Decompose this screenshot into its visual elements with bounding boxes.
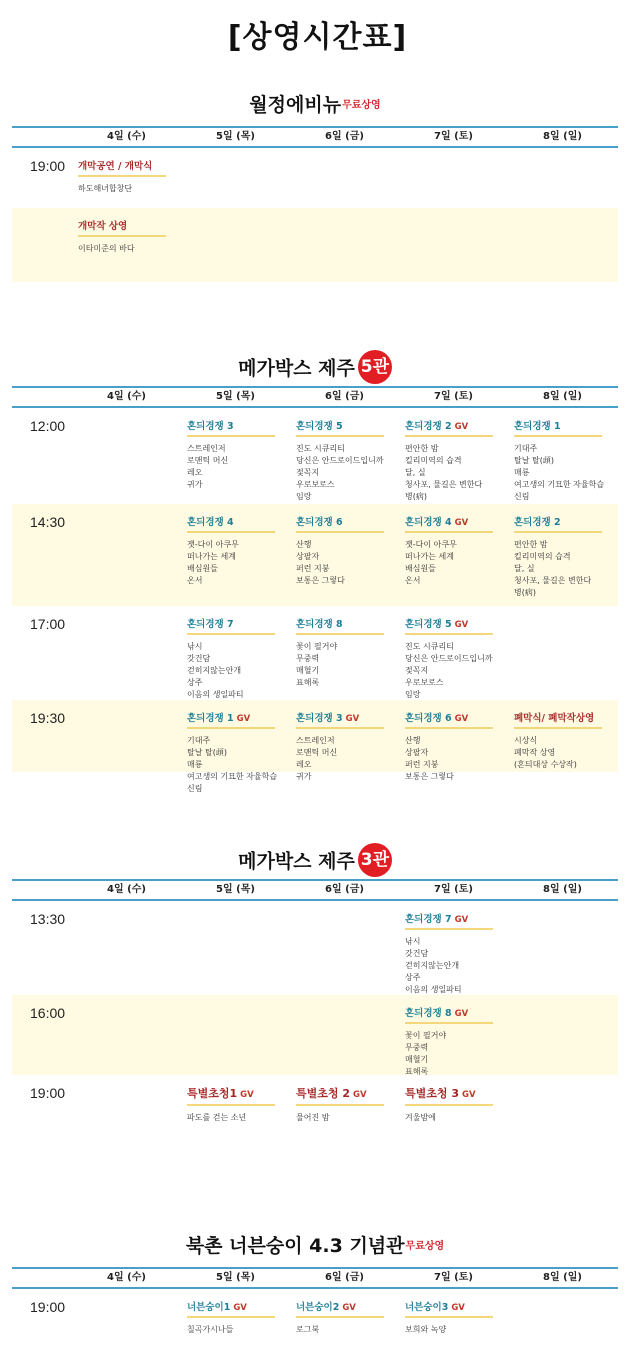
day-header-fri: 6일 (금) [325,131,364,142]
gv-badge: GV [454,915,469,925]
film-title: 산행 [405,736,421,745]
film-title: 당신은 안드로이드입니까 [296,456,384,465]
film-title: 귀가 [296,772,312,781]
day-column-4 [508,700,617,772]
slot-time [12,208,72,282]
film-title: 갓건담 [187,654,211,663]
film-title: 편안한 밤 [405,444,439,453]
program-title [405,710,493,729]
schedule-slot [12,995,618,1075]
film-title: 보희와 녹양 [405,1325,447,1334]
venue-header [12,1231,618,1267]
day-header-sat: 7일 (토) [434,884,473,895]
film-title: 신림 [187,784,203,793]
film-title: 폐막작 상영 [514,748,556,757]
film-title: 임랑 [296,492,312,501]
film-title: 퍼런 지붕 [296,564,330,573]
film-list [405,1324,508,1336]
day-column-3 [399,148,508,208]
schedule-slot [12,606,618,700]
gv-badge: GV [451,1303,465,1313]
program-title [78,218,166,237]
slot-time: 19:00 [30,158,66,174]
program-title-text: 혼듸경쟁 2 [405,421,452,432]
schedule-slot [12,1289,618,1345]
film-title: 배심원들 [187,564,218,573]
day-header-sat: 7일 (토) [434,1272,473,1283]
day-column-2 [290,148,399,208]
program-title-text: 혼듸경쟁 1 [187,713,234,724]
program-title-text: 폐막식/ 폐막작상영 [514,713,595,724]
film-list [405,936,508,996]
film-list [78,183,181,195]
day-column-1 [181,606,290,700]
film-title: 킬리미역의 습격 [514,552,571,561]
day-header-fri: 6일 (금) [325,884,364,895]
program-title [514,418,602,437]
venue-megabox-hall-5 [12,350,618,793]
day-column-4 [508,606,617,700]
day-column-0 [72,504,181,606]
slot-time: 17:00 [30,616,66,632]
program-title [514,710,602,729]
film-title: 킬리미역의 습격 [405,456,462,465]
film-title: 잿-다이 아쿠무 [405,540,457,549]
day-column-4 [508,1075,617,1135]
day-column-2 [290,504,399,606]
film-list [187,539,290,587]
film-title: 매혈기 [405,1055,429,1064]
film-title: 기대주 [187,736,211,745]
day-header-fri: 6일 (금) [325,1272,364,1283]
film-list [405,641,508,701]
film-list [187,641,290,701]
day-column-2 [290,901,399,995]
free-screening-tag: 무료상영 [342,100,381,111]
program-title [405,1085,493,1106]
day-header-row [12,126,618,148]
gv-badge: GV [240,1090,254,1100]
program-title-text: 혼듸경쟁 2 [514,517,561,528]
film-list [405,443,508,503]
film-title: 스트레인저 [187,444,226,453]
hall-badge: 3관 [358,843,392,877]
film-title: 낚시 [405,937,421,946]
venue-woljeong-avenue [12,90,618,282]
program-title-text: 개막작 상영 [78,221,128,232]
film-title: 떠나가는 세계 [405,552,454,561]
day-column-2 [290,606,399,700]
film-title: 진도 시큐리티 [405,642,454,651]
program-title-text: 혼듸경쟁 6 [296,517,343,528]
film-title: 청사포, 물길은 변한다 [405,480,483,489]
program-title [187,514,275,533]
film-title: 병(病) [514,588,536,597]
day-column-1 [181,1075,290,1135]
program-title-text: 혼듸경쟁 8 [296,619,343,630]
day-header-wed: 4일 (수) [107,131,146,142]
film-title: 꽃이 필거야 [296,642,338,651]
film-title: 온서 [405,576,421,585]
program-title [405,514,493,533]
venue-header [12,350,618,386]
day-column-3 [399,901,508,995]
day-column-2 [290,1075,399,1135]
film-title: 산행 [296,540,312,549]
film-title: 하도해녀합창단 [78,184,133,193]
day-header-wed: 4일 (수) [107,1272,146,1283]
day-column-4 [508,148,617,208]
day-column-0 [72,995,181,1075]
day-header-wed: 4일 (수) [107,391,146,402]
program-title [296,514,384,533]
film-title: 보통은 그렇다 [405,772,454,781]
film-title: 우로보로스 [405,678,444,687]
program-title-text: 너븐숭이1 [187,1302,231,1313]
program-title-text: 혼듸경쟁 3 [187,421,234,432]
gv-badge: GV [454,620,469,630]
film-list [187,1112,290,1124]
day-header-row [12,1267,618,1289]
program-title [78,158,166,177]
day-column-0 [72,606,181,700]
gv-badge: GV [233,1303,247,1313]
program-title-text: 특별초청 3 [405,1087,459,1100]
day-column-0 [72,1289,181,1345]
day-column-3 [399,504,508,606]
venue-header [12,843,618,879]
program-title [514,514,602,533]
film-title: 이음의 생일파티 [187,690,244,699]
program-title [405,1005,493,1024]
program-title-text: 혼듸경쟁 4 [187,517,234,528]
day-header-row [12,879,618,901]
film-list [296,735,399,783]
day-column-3 [399,700,508,781]
film-title: 매혈기 [296,666,320,675]
day-column-0 [72,408,181,504]
day-column-2 [290,1289,399,1345]
film-title: 상주 [405,973,421,982]
day-header-thu: 5일 (목) [216,391,255,402]
program-title-text: 특별초청1 [187,1087,238,1100]
film-title: 당신은 안드로이드입니까 [405,654,493,663]
day-column-4 [508,504,617,606]
film-title: 레오 [187,468,203,477]
hall-badge: 5관 [358,350,392,384]
slot-time: 16:00 [30,1005,66,1021]
film-title: 잿-다이 아쿠무 [187,540,239,549]
film-list [187,735,290,795]
day-column-0 [72,148,181,208]
film-title: (혼듸대상 수상작) [514,760,577,769]
slot-time: 19:30 [30,710,66,726]
program-title-text: 너븐숭이2 [296,1302,340,1313]
film-title: 꽃이 필거야 [405,1031,447,1040]
gv-badge: GV [353,1090,367,1100]
program-title [187,710,275,729]
schedule-slot [12,901,618,995]
program-title [296,616,384,635]
film-title: 표해록 [405,1067,429,1076]
film-title: 임랑 [405,690,421,699]
film-title: 온서 [187,576,203,585]
day-header-thu: 5일 (목) [216,131,255,142]
schedule-slot [12,504,618,606]
gv-badge: GV [342,1303,356,1313]
film-title: 보통은 그렇다 [296,576,345,585]
day-column-2 [290,995,399,1075]
film-list [405,539,508,587]
film-title: 표해록 [296,678,320,687]
slot-time: 13:30 [30,911,66,927]
day-column-1 [181,148,290,208]
schedule-slot [12,208,618,282]
film-title: 퍼런 지붕 [405,760,439,769]
program-title-text: 혼듸경쟁 5 [405,619,452,630]
schedule-slot [12,148,618,208]
film-title: 이타미준의 바다 [78,244,135,253]
day-column-1 [181,1289,290,1345]
film-title: 상주 [187,678,203,687]
film-list [296,1112,399,1124]
film-title: 매룡 [187,760,203,769]
venue-bukchon-neobeunsungi [12,1231,618,1345]
slot-time: 19:00 [30,1299,66,1315]
film-list [296,539,399,587]
film-title: 병(病) [405,492,427,501]
film-title: 기대주 [514,444,538,453]
program-title [405,1299,493,1318]
film-title: 매룡 [514,468,530,477]
day-header-sun: 8일 (일) [543,884,582,895]
slot-time: 14:30 [30,514,66,530]
day-column-1 [181,504,290,606]
program-title-text: 특별초청 2 [296,1087,350,1100]
venue-name: 월정에비뉴 [249,94,342,116]
film-title: 상팔자 [405,748,429,757]
film-title: 여고생의 기묘한 자율학습 [514,480,605,489]
film-title: 칠곡가시나들 [187,1325,234,1334]
schedule-slot [12,700,618,793]
day-column-1 [181,700,290,793]
film-title: 신림 [514,492,530,501]
film-title: 달, 실 [405,468,426,477]
film-title: 여고생의 기묘한 자율학습 [187,772,278,781]
program-title [405,418,493,437]
day-column-3 [399,995,508,1075]
film-title: 파도를 걷는 소년 [187,1113,247,1122]
film-title: 겨울밤에 [405,1113,436,1122]
gv-badge: GV [454,1009,469,1019]
film-list [296,641,399,689]
film-title: 로맨틱 머신 [296,748,338,757]
program-title [405,911,493,930]
schedule-slot [12,408,618,504]
gv-badge: GV [345,714,360,724]
film-title: 걷히지않는안개 [187,666,242,675]
film-title: 진도 시큐리티 [296,444,345,453]
program-title-text: 혼듸경쟁 7 [187,619,234,630]
program-title [296,710,384,729]
day-column-0 [72,1075,181,1135]
program-title-text: 혼듸경쟁 5 [296,421,343,432]
day-column-2 [290,700,399,781]
film-title: 걷히지않는안개 [405,961,460,970]
film-title: 낚시 [187,642,203,651]
film-title: 무중력 [296,654,320,663]
film-title: 편안한 밤 [514,540,548,549]
film-title: 떠나가는 세계 [187,552,236,561]
film-title: 물어진 밤 [296,1113,330,1122]
day-column-1 [181,208,290,282]
day-column-0 [72,901,181,995]
film-list [405,735,508,783]
schedule-slot [12,1075,618,1135]
program-title-text: 개막공연 / 개막식 [78,161,153,172]
page-title: [상영시간표] [227,20,408,55]
day-column-4 [508,901,617,995]
program-title-text: 혼듸경쟁 3 [296,713,343,724]
program-title-text: 혼듸경쟁 4 [405,517,452,528]
film-list [405,1030,508,1078]
program-title-text: 혼듸경쟁 7 [405,914,452,925]
venue-megabox-hall-3 [12,843,618,1135]
film-title: 탈날 탈(頉) [514,456,554,465]
film-title: 탈날 탈(頉) [187,748,227,757]
day-column-1 [181,408,290,504]
gv-badge: GV [454,518,469,528]
day-header-wed: 4일 (수) [107,884,146,895]
film-title: 이음의 생일파티 [405,985,462,994]
film-title: 우로보로스 [296,480,335,489]
slot-time: 12:00 [30,418,66,434]
film-title: 갓건담 [405,949,429,958]
program-title-text: 혼듸경쟁 1 [514,421,561,432]
film-list [187,443,290,491]
day-column-4 [508,1289,617,1345]
film-title: 로그북 [296,1325,320,1334]
free-screening-tag: 무료상영 [405,1241,445,1252]
day-column-4 [508,408,617,504]
program-title-text: 혼듸경쟁 8 [405,1008,452,1019]
day-column-3 [399,408,508,504]
day-column-3 [399,208,508,282]
film-list [187,1324,290,1336]
day-column-3 [399,1289,508,1345]
gv-badge: GV [236,714,251,724]
day-column-4 [508,995,617,1075]
day-header-sat: 7일 (토) [434,391,473,402]
day-header-sun: 8일 (일) [543,131,582,142]
film-title: 레오 [296,760,312,769]
day-header-thu: 5일 (목) [216,884,255,895]
day-column-2 [290,408,399,504]
film-title: 로맨틱 머신 [187,456,229,465]
film-list [405,1112,508,1124]
venue-name: 메가박스 제주 [238,357,355,380]
venue-name: 메가박스 제주 [238,850,355,873]
film-list [78,243,181,255]
venue-name: 북촌 너븐숭이 4.3 기념관 [185,1235,405,1257]
film-title: 젖꼭지 [405,666,429,675]
day-header-sun: 8일 (일) [543,1272,582,1283]
film-list [514,443,617,503]
day-header-sun: 8일 (일) [543,391,582,402]
gv-badge: GV [454,422,469,432]
program-title-text: 혼듸경쟁 6 [405,713,452,724]
gv-badge: GV [462,1090,476,1100]
film-list [296,443,399,503]
film-list [514,735,617,771]
day-header-row [12,386,618,408]
program-title [296,1299,384,1318]
day-header-sat: 7일 (토) [434,131,473,142]
program-title [187,1299,275,1318]
program-title [187,418,275,437]
program-title [296,1085,384,1106]
day-column-1 [181,901,290,995]
film-title: 무중력 [405,1043,429,1052]
day-column-4 [508,208,617,282]
day-column-0 [72,208,181,282]
film-title: 젖꼭지 [296,468,320,477]
film-list [514,539,617,599]
film-title: 청사포, 물길은 변한다 [514,576,592,585]
program-title [296,418,384,437]
program-title [405,616,493,635]
day-header-fri: 6일 (금) [325,391,364,402]
film-title: 시상식 [514,736,538,745]
day-header-thu: 5일 (목) [216,1272,255,1283]
day-column-3 [399,606,508,700]
day-column-3 [399,1075,508,1135]
film-title: 귀가 [187,480,203,489]
film-title: 스트레인저 [296,736,335,745]
program-title-text: 너븐숭이3 [405,1302,449,1313]
gv-badge: GV [454,714,469,724]
film-list [296,1324,399,1336]
film-title: 배심원들 [405,564,436,573]
film-title: 달, 실 [514,564,535,573]
day-column-2 [290,208,399,282]
venue-header [12,90,618,126]
program-title [187,616,275,635]
film-title: 상팔자 [296,552,320,561]
slot-time: 19:00 [30,1085,66,1101]
day-column-0 [72,700,181,772]
program-title [187,1085,275,1106]
day-column-1 [181,995,290,1075]
